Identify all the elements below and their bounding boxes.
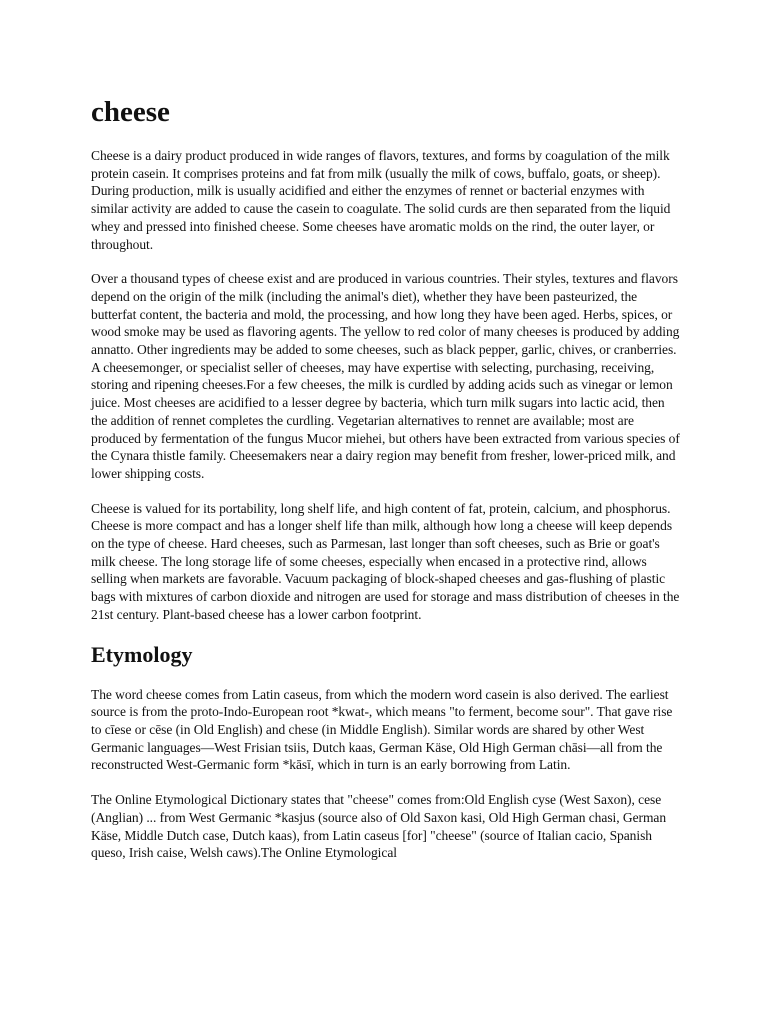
page-title: cheese [91, 96, 170, 128]
intro-paragraph-2: Over a thousand types of cheese exist and are produced in various countries. Their styles, textures and flavors depend on the origin of the milk (including the animal's diet), whether they have been pasteurized, the butterfat content, the bacteria and mold, the processing, and how long they have been aged. Herbs, spices, or wood smoke may be used as flavoring agents. The yellow to red color of many cheeses is produced by adding annatto. Other ingredients may be added to some cheeses, such as black pepper, garlic, chives, or cranberries. A cheesemonger, or specialist seller of cheeses, may have expertise with selecting, purchasing, receiving, storing and ripening cheeses.For a few cheeses, the milk is curdled by adding acids such as vinegar or lemon juice. Most cheeses are acidified to a lesser degree by bacteria, which turn milk sugars into lactic acid, then the addition of rennet completes the curdling. Vegetarian alternatives to rennet are available; most are produced by fermentation of the fungus Mucor miehei, but others have been extracted from various species of the Cynara thistle family. Cheesemakers near a dairy region may benefit from fresher, lower-priced milk, and lower shipping costs. [91, 271, 680, 481]
document-page [91, 94, 681, 879]
etymology-heading: Etymology [91, 641, 193, 667]
etymology-paragraph-1: The word cheese comes from Latin caseus, from which the modern word casein is also derived. The earliest source is from the proto-Indo-European root *kwat-, which means "to ferment, become sour". That gave rise to cīese or cēse (in Old English) and chese (in Middle English). Similar words are shared by other West Germanic languages—West Frisian tsiis, Dutch kaas, German Käse, Old High German chāsi—all from the reconstructed West-Germanic form *kāsī, which in turn is an early borrowing from Latin. [91, 686, 673, 773]
intro-paragraph-1: Cheese is a dairy product produced in wide ranges of flavors, textures, and forms by coagulation of the milk protein casein. It comprises proteins and fat from milk (usually the milk of cows, buffalo, goats, or sheep). During production, milk is usually acidified and either the enzymes of rennet or bacterial enzymes with similar activity are added to cause the casein to coagulate. The solid curds are then separated from the liquid whey and pressed into finished cheese. Some cheeses have aromatic molds on the rind, the outer layer, or throughout. [91, 148, 671, 252]
etymology-paragraph-2: The Online Etymological Dictionary states that "cheese" comes from:Old English cyse (West Saxon), cese (Anglian) ... from West Germanic *kasjus (source also of Old Saxon kasi, Old High German chasi, German Käse, Middle Dutch case, Dutch kaas), from Latin caseus [for] "cheese" (source of Italian cacio, Spanish queso, Irish caise, Welsh caws).The Online Etymological [91, 792, 667, 861]
intro-paragraph-3: Cheese is valued for its portability, long shelf life, and high content of fat, protein, calcium, and phosphorus. Cheese is more compact and has a longer shelf life than milk, although how long a cheese will keep depends on the type of cheese. Hard cheeses, such as Parmesan, last longer than soft cheeses, such as Brie or goat's milk cheese. The long storage life of some cheeses, especially when encased in a protective rind, allows selling when markets are favorable. Vacuum packaging of block-shaped cheeses and gas-flushing of plastic bags with mixtures of carbon dioxide and nitrogen are used for storage and mass distribution of cheeses in the 21st century. Plant-based cheese has a lower carbon footprint. [91, 500, 680, 622]
